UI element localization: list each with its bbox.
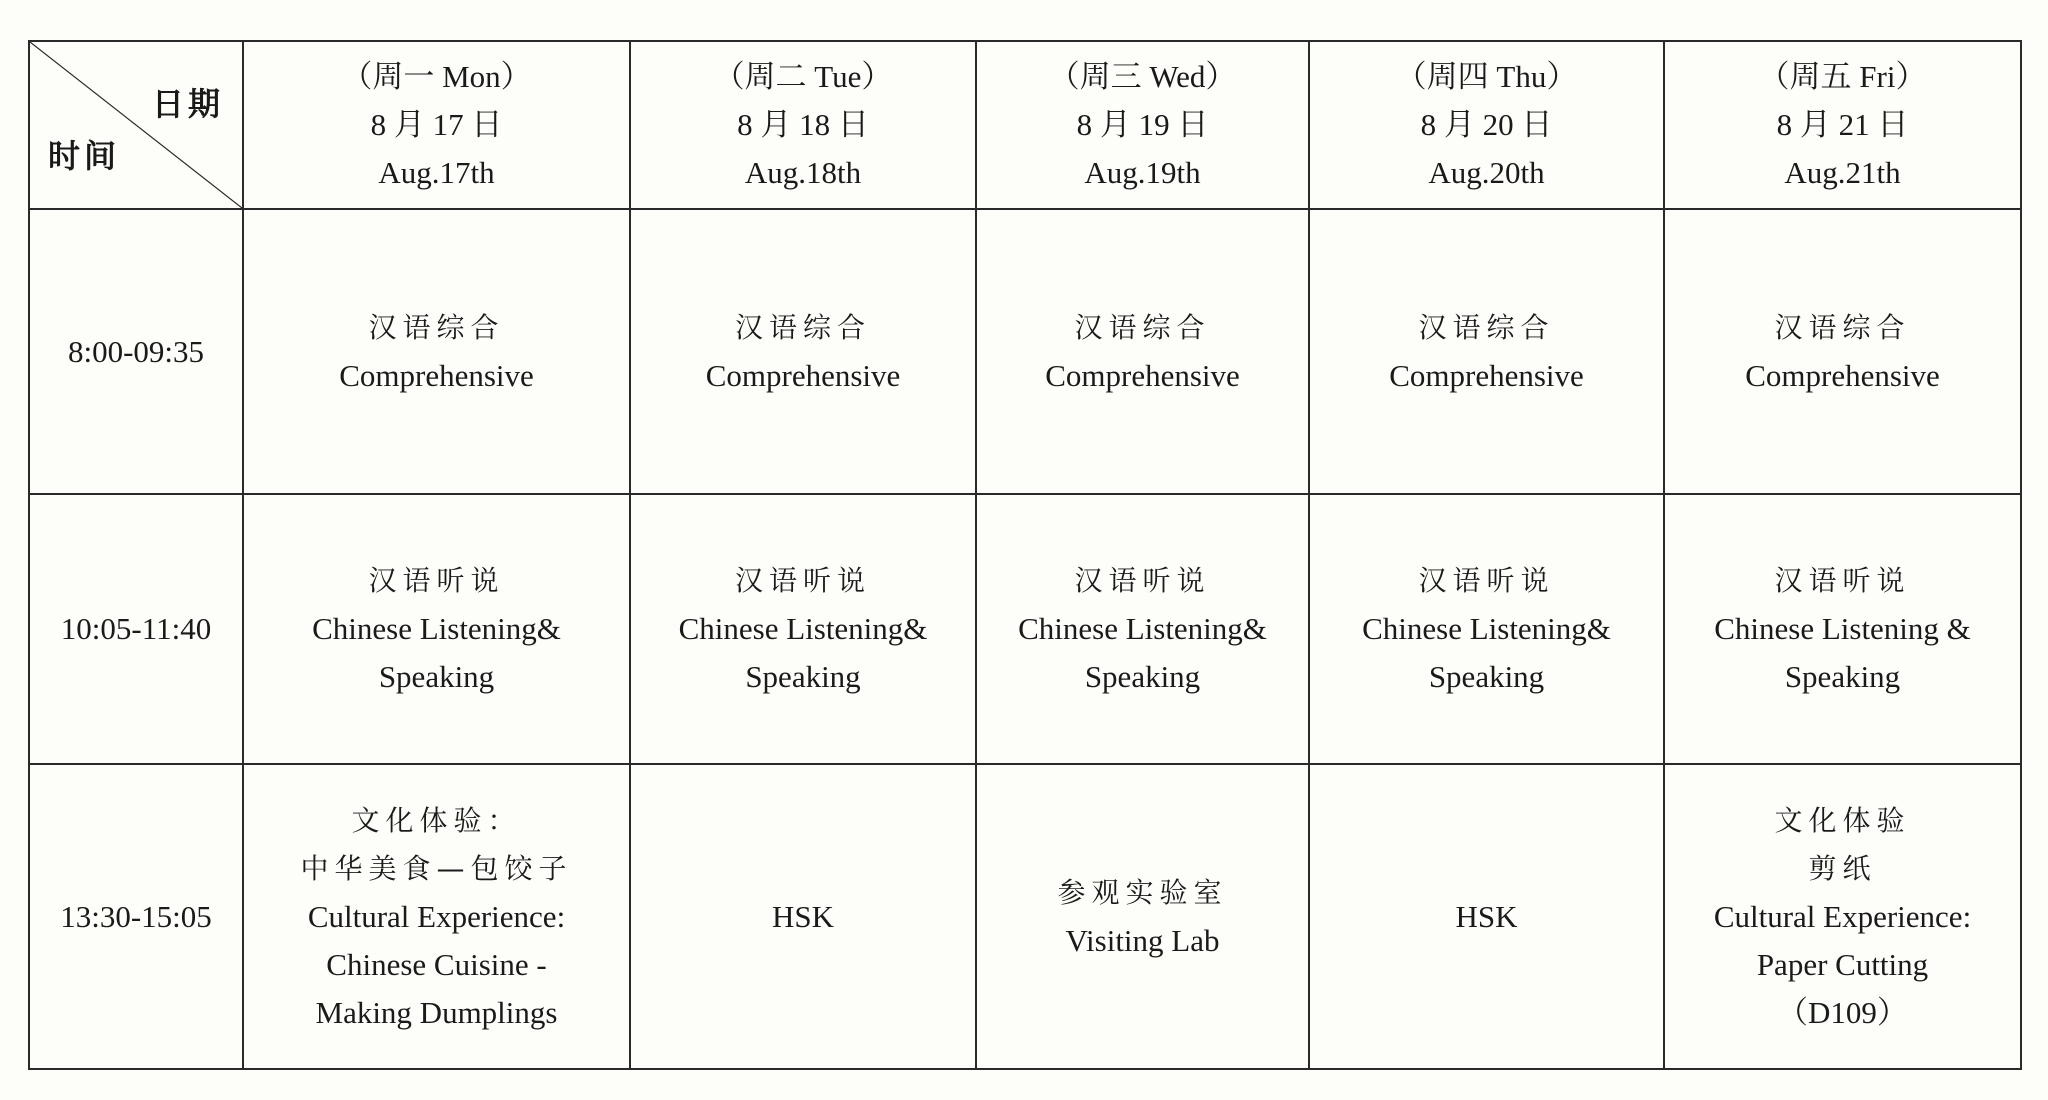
cn-date-label: 8 月 18 日 xyxy=(737,107,869,142)
activity-detail-cn: 剪纸 xyxy=(1808,851,1877,885)
weekday-label: （周五 Fri） xyxy=(1758,59,1927,94)
activity-detail-en: Chinese Cuisine - xyxy=(326,946,547,982)
session-row-morning-2 xyxy=(29,494,2021,764)
exam-name: HSK xyxy=(771,898,834,934)
activity-detail-cn: 中华美食—包饺子 xyxy=(300,851,573,885)
course-name-cn: 汉语听说 xyxy=(1074,564,1211,597)
schedule-table xyxy=(28,40,2022,1070)
weekday-label: （周三 Wed） xyxy=(1048,59,1237,94)
course-name-en: Comprehensive xyxy=(1045,357,1240,393)
class-cell xyxy=(630,494,976,764)
course-name-en: Chinese Listening& xyxy=(1018,611,1267,646)
class-cell xyxy=(1664,494,2021,764)
class-cell xyxy=(1664,209,2021,494)
day-header-fri xyxy=(1664,41,2021,209)
course-name-cn: 汉语听说 xyxy=(1418,564,1555,597)
day-header-thu xyxy=(1309,41,1664,209)
en-date-label: Aug.19th xyxy=(1084,155,1201,190)
class-cell xyxy=(976,209,1309,494)
course-name-en: Comprehensive xyxy=(1389,357,1584,393)
course-name-cn: 汉语听说 xyxy=(1774,564,1911,597)
exam-name: HSK xyxy=(1455,898,1518,934)
course-name-en-cont: Speaking xyxy=(745,659,861,694)
course-name-cn: 汉语综合 xyxy=(734,310,871,344)
activity-name-cn: 文化体验 xyxy=(1774,803,1911,837)
header-row xyxy=(29,41,2021,209)
cn-date-label: 8 月 19 日 xyxy=(1076,107,1209,142)
class-cell xyxy=(976,494,1309,764)
course-name-cn: 汉语综合 xyxy=(1418,310,1555,344)
class-cell xyxy=(243,764,630,1069)
time-slot-cell: 13:30-15:05 xyxy=(29,764,243,1069)
session-row-morning-1 xyxy=(29,209,2021,494)
session-row-afternoon xyxy=(29,764,2021,1069)
class-cell xyxy=(630,209,976,494)
activity-name-cn: 参观实验室 xyxy=(1057,875,1228,909)
activity-name-en: Visiting Lab xyxy=(1065,922,1220,958)
course-name-en-cont: Speaking xyxy=(1084,659,1201,694)
day-header-tue xyxy=(630,41,976,209)
course-name-en-cont: Speaking xyxy=(1428,659,1545,694)
time-axis-label: 时间 xyxy=(48,137,121,175)
course-name-en-cont: Speaking xyxy=(1784,659,1901,694)
corner-cell xyxy=(29,41,243,209)
en-date-label: Aug.20th xyxy=(1428,155,1545,190)
class-cell xyxy=(1309,494,1664,764)
en-date-label: Aug.21th xyxy=(1784,155,1901,190)
activity-name-cn: 文化体验： xyxy=(351,803,522,837)
class-cell xyxy=(976,764,1309,1069)
course-name-cn: 汉语综合 xyxy=(368,310,505,344)
activity-name-en: Cultural Experience: xyxy=(1713,898,1972,934)
time-slot-cell: 8:00-09:35 xyxy=(29,209,243,494)
time-slot-cell: 10:05-11:40 xyxy=(29,494,243,764)
class-cell xyxy=(1664,764,2021,1069)
date-axis-label: 日期 xyxy=(151,85,224,123)
course-name-en: Chinese Listening & xyxy=(1714,611,1971,646)
activity-detail-en-cont: Making Dumplings xyxy=(315,994,558,1030)
class-cell xyxy=(1309,764,1664,1069)
class-cell xyxy=(243,494,630,764)
weekday-label: （周四 Thu） xyxy=(1395,59,1578,94)
cn-date-label: 8 月 17 日 xyxy=(370,107,503,142)
en-date-label: Aug.17th xyxy=(378,155,495,190)
cn-date-label: 8 月 20 日 xyxy=(1420,107,1553,142)
class-cell xyxy=(243,209,630,494)
activity-detail-en: Paper Cutting xyxy=(1756,946,1929,982)
weekday-label: （周一 Mon） xyxy=(341,59,532,94)
activity-name-en: Cultural Experience: xyxy=(307,898,566,934)
course-name-cn: 汉语综合 xyxy=(1774,310,1911,344)
day-header-wed xyxy=(976,41,1309,209)
course-name-en: Comprehensive xyxy=(339,357,534,393)
class-cell xyxy=(630,764,976,1069)
course-name-en: Chinese Listening& xyxy=(312,611,561,646)
course-name-en: Comprehensive xyxy=(705,357,901,393)
class-cell xyxy=(1309,209,1664,494)
course-name-cn: 汉语听说 xyxy=(734,564,871,597)
course-name-cn: 汉语综合 xyxy=(1074,310,1211,344)
course-name-en: Comprehensive xyxy=(1745,357,1940,393)
cn-date-label: 8 月 21 日 xyxy=(1776,107,1909,142)
day-header-mon xyxy=(243,41,630,209)
course-name-en: Chinese Listening& xyxy=(678,611,928,646)
course-name-cn: 汉语听说 xyxy=(368,564,505,597)
room-label: （D109） xyxy=(1777,994,1908,1030)
en-date-label: Aug.18th xyxy=(744,155,862,190)
weekday-label: （周二 Tue） xyxy=(713,59,893,94)
course-name-en: Chinese Listening& xyxy=(1362,611,1611,646)
course-name-en-cont: Speaking xyxy=(378,659,495,694)
